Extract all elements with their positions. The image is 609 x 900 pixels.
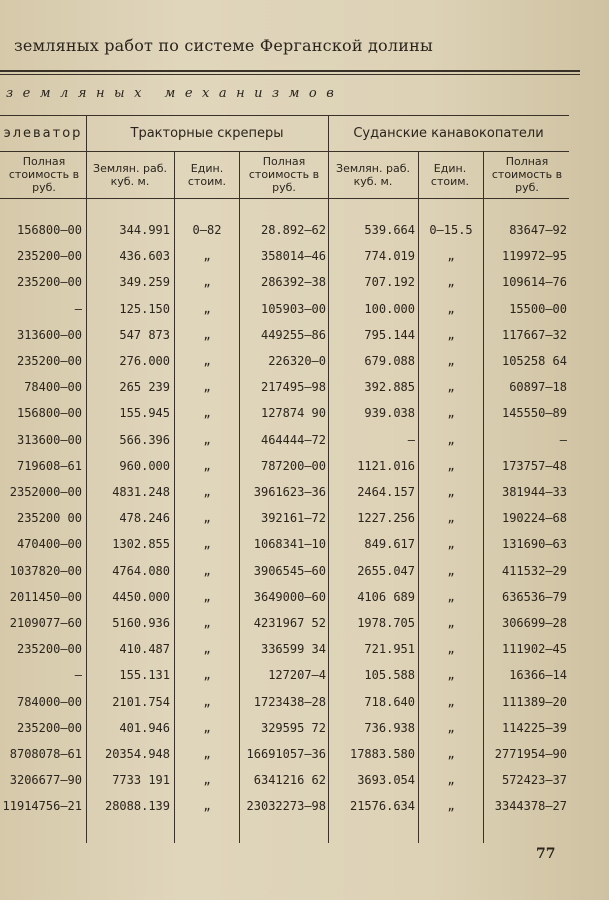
cell-scraper-volume: 547 873 bbox=[119, 328, 170, 342]
cell-scraper-total: 127874 90 bbox=[260, 406, 326, 420]
col-header-scr-volume: Землян. раб. куб. м. bbox=[93, 162, 167, 188]
cell-sudan-total: 381944—33 bbox=[501, 485, 567, 499]
cell-elevator-total: 78400—00 bbox=[24, 380, 82, 394]
cell-sudan-total: 190224—68 bbox=[501, 511, 567, 525]
cell-scraper-volume: 4764.080 bbox=[112, 564, 170, 578]
cell-sudan-total: 145550—89 bbox=[501, 406, 567, 420]
cell-elevator-total: 235200—00 bbox=[16, 354, 82, 368]
cell-sudan-volume: 1978.705 bbox=[357, 616, 415, 630]
cell-sudan-total: 83647—92 bbox=[509, 223, 567, 237]
cell-scraper-total: 329595 72 bbox=[260, 721, 326, 735]
cell-scraper-unit: „ bbox=[203, 564, 211, 578]
cell-sudan-total: 306699—28 bbox=[501, 616, 567, 630]
cell-scraper-volume: 566.396 bbox=[119, 433, 170, 447]
cell-sudan-volume: 539.664 bbox=[364, 223, 415, 237]
cell-scraper-volume: 436.603 bbox=[119, 249, 170, 263]
cell-scraper-unit: „ bbox=[203, 511, 211, 525]
cell-scraper-volume: 125.150 bbox=[119, 302, 170, 316]
cell-scraper-unit: „ bbox=[203, 433, 211, 447]
cell-scraper-volume: 20354.948 bbox=[104, 747, 170, 761]
table-row bbox=[0, 482, 609, 508]
cell-sudan-total: 109614—76 bbox=[501, 275, 567, 289]
cell-sudan-total: 16366—14 bbox=[509, 668, 567, 682]
cell-scraper-total: 3906545—60 bbox=[253, 564, 326, 578]
cell-scraper-volume: 349.259 bbox=[119, 275, 170, 289]
cell-scraper-unit: „ bbox=[203, 249, 211, 263]
cell-sudan-unit: „ bbox=[447, 616, 455, 630]
cell-sudan-unit: „ bbox=[447, 275, 455, 289]
cell-elevator-total: 156800—00 bbox=[16, 223, 82, 237]
cell-sudan-unit: „ bbox=[447, 537, 455, 551]
cell-sudan-volume: 774.019 bbox=[364, 249, 415, 263]
cell-sudan-unit: „ bbox=[447, 773, 455, 787]
top-rule-thin bbox=[0, 74, 580, 75]
cell-scraper-unit: „ bbox=[203, 275, 211, 289]
table-row bbox=[0, 403, 609, 429]
col-header-sud-volume: Землян. раб. куб. м. bbox=[336, 162, 410, 188]
cell-scraper-total: 16691057—36 bbox=[246, 747, 326, 761]
cell-sudan-total: 60897—18 bbox=[509, 380, 567, 394]
cell-scraper-total: 4231967 52 bbox=[253, 616, 326, 630]
cell-elevator-total: 3206677—90 bbox=[9, 773, 82, 787]
cell-scraper-unit: „ bbox=[203, 537, 211, 551]
cell-sudan-total: 131690—63 bbox=[501, 537, 567, 551]
table-row bbox=[0, 430, 609, 456]
cell-sudan-total: 111389—20 bbox=[501, 695, 567, 709]
cell-scraper-total: 127207—4 bbox=[268, 668, 326, 682]
cell-sudan-volume: 3693.054 bbox=[357, 773, 415, 787]
cell-elevator-total: 235200—00 bbox=[16, 275, 82, 289]
table-subtitle: земляных механизмов bbox=[6, 86, 344, 101]
cell-scraper-volume: 4450.000 bbox=[112, 590, 170, 604]
cell-sudan-volume: 795.144 bbox=[364, 328, 415, 342]
cell-sudan-volume: 1121.016 bbox=[357, 459, 415, 473]
table-row bbox=[0, 456, 609, 482]
cell-scraper-total: 787200—00 bbox=[260, 459, 326, 473]
page-title: земляных работ по системе Ферганской долины bbox=[14, 36, 433, 55]
cell-scraper-total: 105903—00 bbox=[260, 302, 326, 316]
cell-sudan-volume: 679.088 bbox=[364, 354, 415, 368]
cell-scraper-total: 3649000—60 bbox=[253, 590, 326, 604]
cell-sudan-unit: „ bbox=[447, 249, 455, 263]
cell-sudan-unit: „ bbox=[447, 747, 455, 761]
cell-elevator-total: — bbox=[74, 668, 82, 682]
cell-sudan-volume: 1227.256 bbox=[357, 511, 415, 525]
cell-sudan-total: 636536—79 bbox=[501, 590, 567, 604]
cell-scraper-volume: 344.991 bbox=[119, 223, 170, 237]
cell-sudan-volume: 17883.580 bbox=[349, 747, 415, 761]
cell-sudan-total: 114225—39 bbox=[501, 721, 567, 735]
cell-scraper-total: 23032273—98 bbox=[246, 799, 326, 813]
cell-scraper-volume: 401.946 bbox=[119, 721, 170, 735]
cell-sudan-unit: „ bbox=[447, 511, 455, 525]
cell-sudan-total: 2771954—90 bbox=[494, 747, 567, 761]
cell-scraper-volume: 410.487 bbox=[119, 642, 170, 656]
cell-sudan-total: 572423—37 bbox=[501, 773, 567, 787]
cell-scraper-total: 226320—0 bbox=[268, 354, 326, 368]
col-header-sud-total: Полная стоимость в руб. bbox=[491, 155, 563, 194]
cell-scraper-total: 449255—86 bbox=[260, 328, 326, 342]
table-row bbox=[0, 272, 609, 298]
group-header-sudan: Суданские канавокопатели bbox=[353, 126, 544, 141]
table-row bbox=[0, 744, 609, 770]
table-row bbox=[0, 613, 609, 639]
cell-sudan-total: 105258 64 bbox=[501, 354, 567, 368]
cell-scraper-unit: 0—82 bbox=[192, 223, 222, 237]
cell-scraper-total: 3961623—36 bbox=[253, 485, 326, 499]
cell-elevator-total: 2109077—60 bbox=[9, 616, 82, 630]
cell-scraper-unit: „ bbox=[203, 354, 211, 368]
cell-sudan-total: 411532—29 bbox=[501, 564, 567, 578]
col-header-scr-unit: Един. стоим. bbox=[187, 162, 227, 188]
cell-sudan-unit: „ bbox=[447, 459, 455, 473]
table-row bbox=[0, 508, 609, 534]
cell-elevator-total: 784000—00 bbox=[16, 695, 82, 709]
table-row bbox=[0, 351, 609, 377]
cell-sudan-total: 15500—00 bbox=[509, 302, 567, 316]
table-row bbox=[0, 325, 609, 351]
cell-sudan-volume: 721.951 bbox=[364, 642, 415, 656]
cell-scraper-unit: „ bbox=[203, 590, 211, 604]
cell-sudan-unit: „ bbox=[447, 380, 455, 394]
cell-elevator-total: 11914756—21 bbox=[2, 799, 82, 813]
table-row bbox=[0, 718, 609, 744]
table-row bbox=[0, 299, 609, 325]
cell-sudan-volume: 4106 689 bbox=[357, 590, 415, 604]
cell-scraper-volume: 155.945 bbox=[119, 406, 170, 420]
cell-scraper-unit: „ bbox=[203, 642, 211, 656]
cell-scraper-volume: 478.246 bbox=[119, 511, 170, 525]
cell-scraper-volume: 265 239 bbox=[119, 380, 170, 394]
cell-sudan-volume: 939.038 bbox=[364, 406, 415, 420]
cell-scraper-volume: 1302.855 bbox=[112, 537, 170, 551]
cell-scraper-total: 464444—72 bbox=[260, 433, 326, 447]
group-header-elevator: элеватор bbox=[3, 126, 83, 141]
table-row bbox=[0, 639, 609, 665]
cell-elevator-total: 2011450—00 bbox=[9, 590, 82, 604]
cell-scraper-total: 392161—72 bbox=[260, 511, 326, 525]
cell-sudan-volume: 105.588 bbox=[364, 668, 415, 682]
table-row bbox=[0, 796, 609, 822]
cell-scraper-volume: 5160.936 bbox=[112, 616, 170, 630]
cell-elevator-total: 235200—00 bbox=[16, 249, 82, 263]
cell-sudan-total: 117667—32 bbox=[501, 328, 567, 342]
cell-scraper-unit: „ bbox=[203, 695, 211, 709]
cell-sudan-volume: 21576.634 bbox=[349, 799, 415, 813]
cell-elevator-total: 313600—00 bbox=[16, 328, 82, 342]
cell-scraper-total: 336599 34 bbox=[260, 642, 326, 656]
table-row bbox=[0, 692, 609, 718]
table-row bbox=[0, 220, 609, 246]
cell-sudan-unit: „ bbox=[447, 590, 455, 604]
cell-scraper-unit: „ bbox=[203, 380, 211, 394]
cell-scraper-unit: „ bbox=[203, 773, 211, 787]
cell-sudan-volume: 718.640 bbox=[364, 695, 415, 709]
cell-sudan-volume: 392.885 bbox=[364, 380, 415, 394]
cell-scraper-unit: „ bbox=[203, 459, 211, 473]
cell-elevator-total: 8708078—61 bbox=[9, 747, 82, 761]
table-row bbox=[0, 377, 609, 403]
cell-scraper-volume: 7733 191 bbox=[112, 773, 170, 787]
cell-sudan-volume: 707.192 bbox=[364, 275, 415, 289]
cell-scraper-volume: 4831.248 bbox=[112, 485, 170, 499]
table-row bbox=[0, 534, 609, 560]
cell-sudan-total: 173757—48 bbox=[501, 459, 567, 473]
cell-sudan-total: 119972—95 bbox=[501, 249, 567, 263]
cell-sudan-total: 111902—45 bbox=[501, 642, 567, 656]
page-number: 77 bbox=[536, 846, 556, 862]
cell-sudan-unit: „ bbox=[447, 302, 455, 316]
cell-scraper-total: 1723438—28 bbox=[253, 695, 326, 709]
cell-sudan-unit: „ bbox=[447, 799, 455, 813]
cell-scraper-unit: „ bbox=[203, 302, 211, 316]
cell-scraper-total: 286392—38 bbox=[260, 275, 326, 289]
cell-sudan-unit: „ bbox=[447, 721, 455, 735]
table-row bbox=[0, 561, 609, 587]
cell-elevator-total: 235200 00 bbox=[16, 511, 82, 525]
cell-sudan-unit: „ bbox=[447, 354, 455, 368]
cell-scraper-total: 1068341—10 bbox=[253, 537, 326, 551]
cell-elevator-total: 156800—00 bbox=[16, 406, 82, 420]
cell-sudan-unit: „ bbox=[447, 695, 455, 709]
cell-scraper-unit: „ bbox=[203, 747, 211, 761]
cell-scraper-unit: „ bbox=[203, 406, 211, 420]
col-header-scr-total: Полная стоимость в руб. bbox=[248, 155, 320, 194]
cell-sudan-unit: „ bbox=[447, 406, 455, 420]
cell-scraper-unit: „ bbox=[203, 799, 211, 813]
cell-sudan-total: 3344378—27 bbox=[494, 799, 567, 813]
cell-sudan-volume: — bbox=[407, 433, 415, 447]
cell-sudan-volume: 736.938 bbox=[364, 721, 415, 735]
cell-elevator-total: 1037820—00 bbox=[9, 564, 82, 578]
top-rule bbox=[0, 70, 580, 72]
cell-elevator-total: — bbox=[74, 302, 82, 316]
cell-scraper-volume: 276.000 bbox=[119, 354, 170, 368]
cell-elevator-total: 235200—00 bbox=[16, 721, 82, 735]
table-row bbox=[0, 587, 609, 613]
cell-sudan-unit: 0—15.5 bbox=[429, 223, 473, 237]
cell-scraper-volume: 155.131 bbox=[119, 668, 170, 682]
cell-sudan-total: — bbox=[559, 433, 567, 447]
cell-elevator-total: 719608—61 bbox=[16, 459, 82, 473]
cell-scraper-volume: 28088.139 bbox=[104, 799, 170, 813]
cell-elevator-total: 235200—00 bbox=[16, 642, 82, 656]
cell-sudan-volume: 2655.047 bbox=[357, 564, 415, 578]
cell-sudan-volume: 849.617 bbox=[364, 537, 415, 551]
cell-sudan-unit: „ bbox=[447, 328, 455, 342]
table-row bbox=[0, 246, 609, 272]
cell-scraper-total: 6341216 62 bbox=[253, 773, 326, 787]
cell-sudan-unit: „ bbox=[447, 485, 455, 499]
group-header-scrapers: Тракторные скреперы bbox=[130, 126, 284, 141]
cell-scraper-total: 28.892—62 bbox=[260, 223, 326, 237]
cell-scraper-unit: „ bbox=[203, 616, 211, 630]
cell-scraper-unit: „ bbox=[203, 328, 211, 342]
cell-scraper-total: 217495—98 bbox=[260, 380, 326, 394]
table-row bbox=[0, 665, 609, 691]
cell-sudan-volume: 2464.157 bbox=[357, 485, 415, 499]
cell-scraper-unit: „ bbox=[203, 668, 211, 682]
cell-sudan-volume: 100.000 bbox=[364, 302, 415, 316]
col-header-elev-total: Полная стоимость в руб. bbox=[8, 155, 80, 194]
cell-scraper-unit: „ bbox=[203, 485, 211, 499]
cell-elevator-total: 2352000—00 bbox=[9, 485, 82, 499]
table-row bbox=[0, 770, 609, 796]
cell-sudan-unit: „ bbox=[447, 668, 455, 682]
cell-sudan-unit: „ bbox=[447, 642, 455, 656]
cell-scraper-volume: 960.000 bbox=[119, 459, 170, 473]
cell-elevator-total: 313600—00 bbox=[16, 433, 82, 447]
cell-scraper-total: 358014—46 bbox=[260, 249, 326, 263]
cell-sudan-unit: „ bbox=[447, 564, 455, 578]
cell-elevator-total: 470400—00 bbox=[16, 537, 82, 551]
col-header-sud-unit: Един. стоим. bbox=[430, 162, 470, 188]
cell-scraper-volume: 2101.754 bbox=[112, 695, 170, 709]
cell-sudan-unit: „ bbox=[447, 433, 455, 447]
cell-scraper-unit: „ bbox=[203, 721, 211, 735]
